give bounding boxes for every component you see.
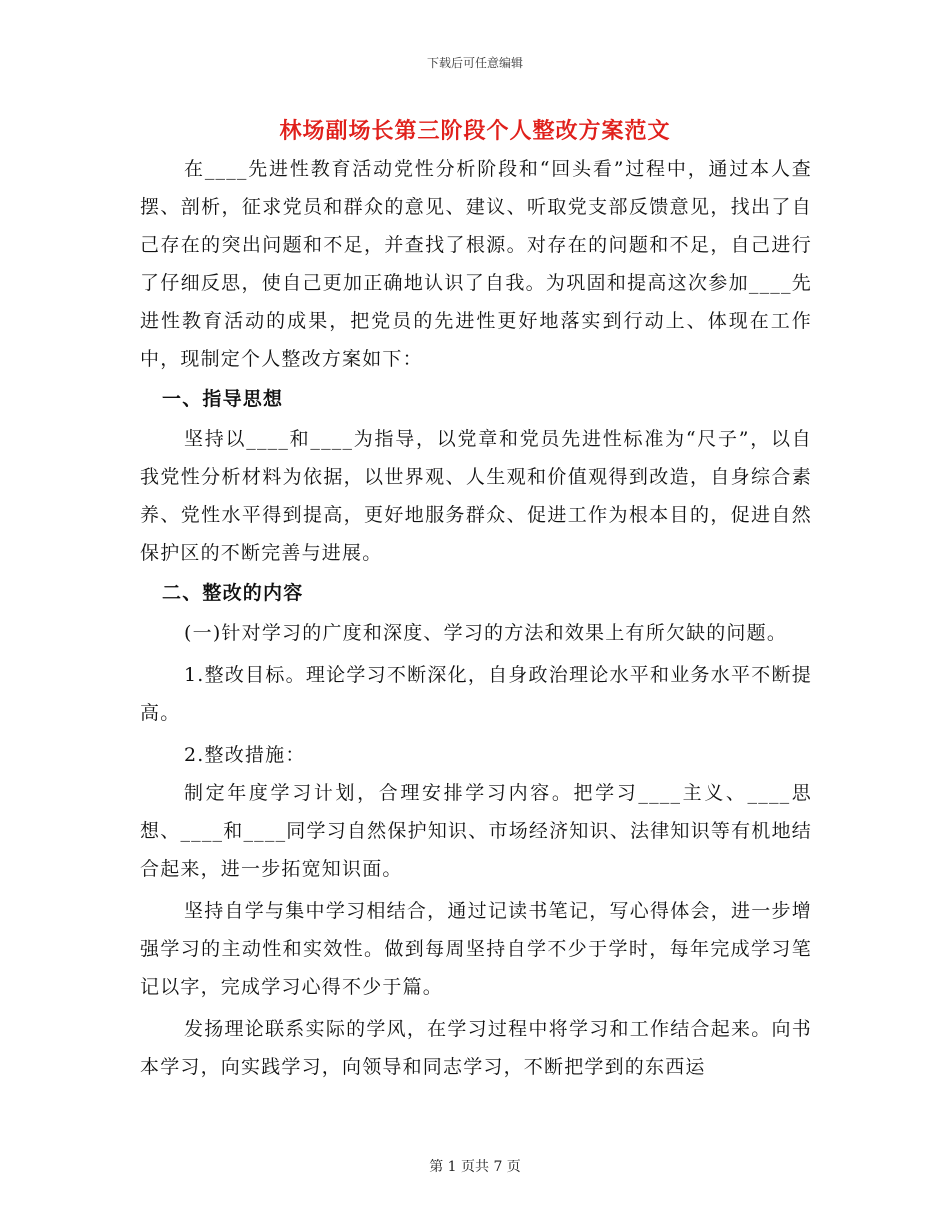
section-heading-rectification-content: 二、整改的内容 [162,582,304,604]
paragraph-measure-selfstudy: 坚持自学与集中学习相结合，通过记读书笔记，写心得体会，进一步增强学习的主动性和实效性。做到每周坚持自学不少于学时，每年完成学习笔记以字，完成学习心得不少于篇。 [140,900,812,998]
paragraph-guiding-thought: 坚持以____和____为指导，以党章和党员先进性标准为“尺子”，以自我党性分析材料为依据，以世界观、人生观和价值观得到改造，自身综合素养、党性水平得到提高，更好地服务群众、促进工作为根本目的，促进自然保护区的不断完善与进展。 [140,428,812,564]
paragraph-measure-practice: 发扬理论联系实际的学风，在学习过程中将学习和工作结合起来。向书本学习，向实践学习，向领导和同志学习，不断把学到的东西运 [140,1018,812,1078]
paragraph-measure-plan: 制定年度学习计划，合理安排学习内容。把学习____主义、____思想、____和____同学习自然保护知识、市场经济知识、法律知识等有机地结合起来，进一步拓宽知识面。 [140,782,812,880]
paragraph-issue-one: (一)针对学习的广度和深度、学习的方法和效果上有所欠缺的问题。 [184,622,788,644]
paragraph-goal: 1.整改目标。理论学习不断深化，自身政治理论水平和业务水平不断提高。 [140,664,812,724]
page-footer: 第 1 页共 7 页 [429,1159,521,1175]
section-heading-guiding-thought: 一、指导思想 [162,388,284,410]
document-body [140,150,812,1086]
document-title: 林场副场长第三阶段个人整改方案范文 [279,118,671,144]
download-note: 下载后可任意编辑 [426,56,523,70]
paragraph-measures-label: 2.整改措施： [184,744,306,766]
paragraph-intro: 在____先进性教育活动党性分析阶段和“回头看”过程中，通过本人查摆、剖析，征求党员和群众的意见、建议、听取党支部反馈意见，找出了自己存在的突出问题和不足，并查找了根源。对存在的问题和不足，自己进行了仔细反思，使自己更加正确地认识了自我。为巩固和提高这次参加____先进性教育活动的成果，把党员的先进性更好地落实到行动上、体现在工作中，现制定个人整改方案如下： [140,158,812,370]
